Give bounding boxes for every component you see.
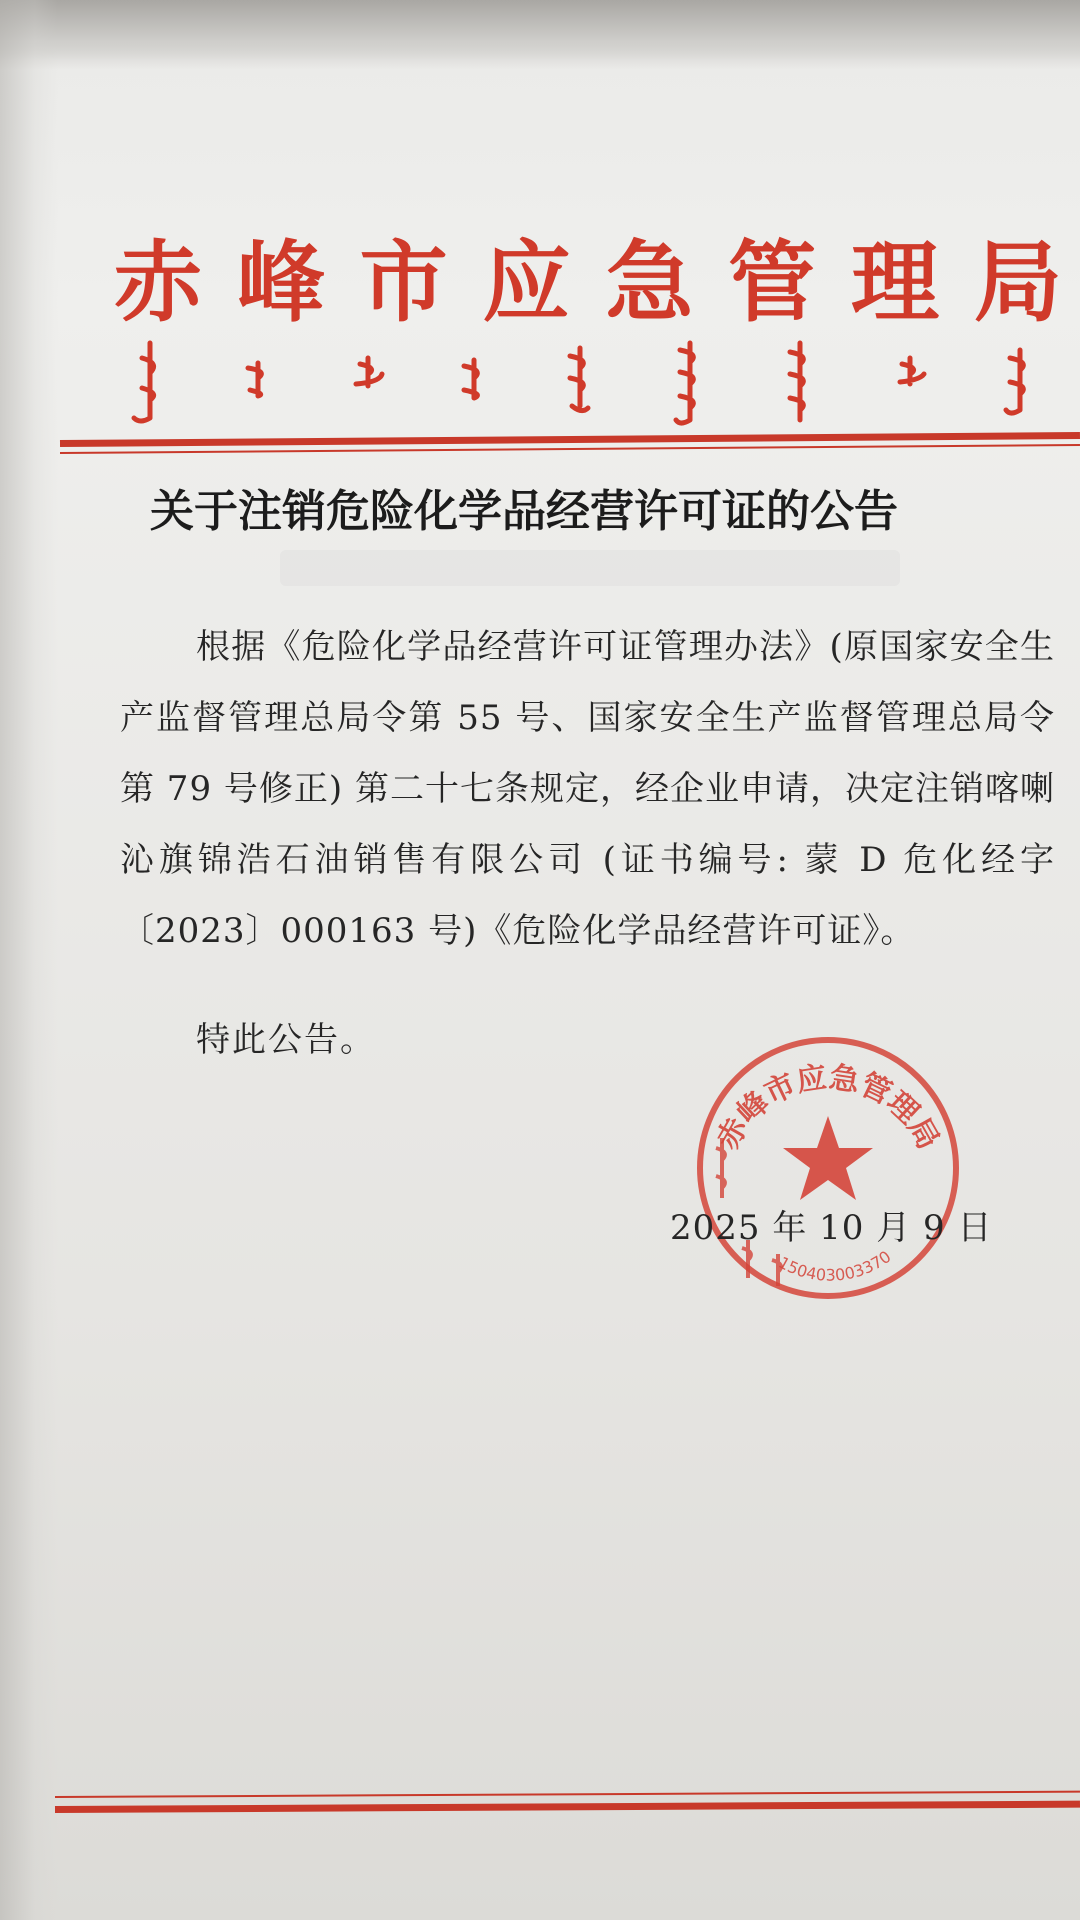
document-closing: 特此公告。 (196, 1020, 376, 1060)
document-date: 2025 年 10 月 9 日 (670, 1208, 993, 1248)
letterhead-char: 峰 (236, 230, 325, 334)
official-seal (688, 1028, 968, 1308)
letterhead-title (108, 232, 1068, 332)
show-through-text (280, 550, 900, 586)
document-title: 关于注销危险化学品经营许可证的公告 (150, 486, 898, 537)
paper-edge (0, 0, 58, 1920)
seal-code: 150403003370 (775, 1246, 895, 1285)
letterhead-char: 理 (851, 230, 940, 334)
document-body: 根据《危险化学品经营许可证管理办法》(原国家安全生产监督管理总局令第 55 号、国家安全生产监督管理总局令第 79 号修正) 第二十七条规定，经企业申请，决定注销喀喇沁旗锦浩石油销售有限公司 (证书编号: 蒙 D 危化经字〔2023〕000163 号)《危险化学品经营许可证》。 (120, 627, 1055, 951)
letterhead-char: 管 (728, 230, 817, 334)
top-shadow (0, 0, 1080, 70)
letterhead-mongolian-script (120, 338, 1060, 428)
letterhead-char: 局 (973, 230, 1062, 334)
seal-name: 赤峰市应急管理局 (710, 1060, 946, 1156)
footer-rule-thin (55, 1791, 1080, 1798)
letterhead-char: 赤 (113, 230, 202, 334)
seal-graphic (688, 1028, 968, 1308)
letterhead-char: 急 (605, 230, 694, 334)
mongolian-script-graphic (120, 338, 1060, 428)
letterhead-char: 市 (359, 230, 448, 334)
letterhead-char: 应 (482, 230, 571, 334)
footer-rule-thick (55, 1801, 1080, 1813)
